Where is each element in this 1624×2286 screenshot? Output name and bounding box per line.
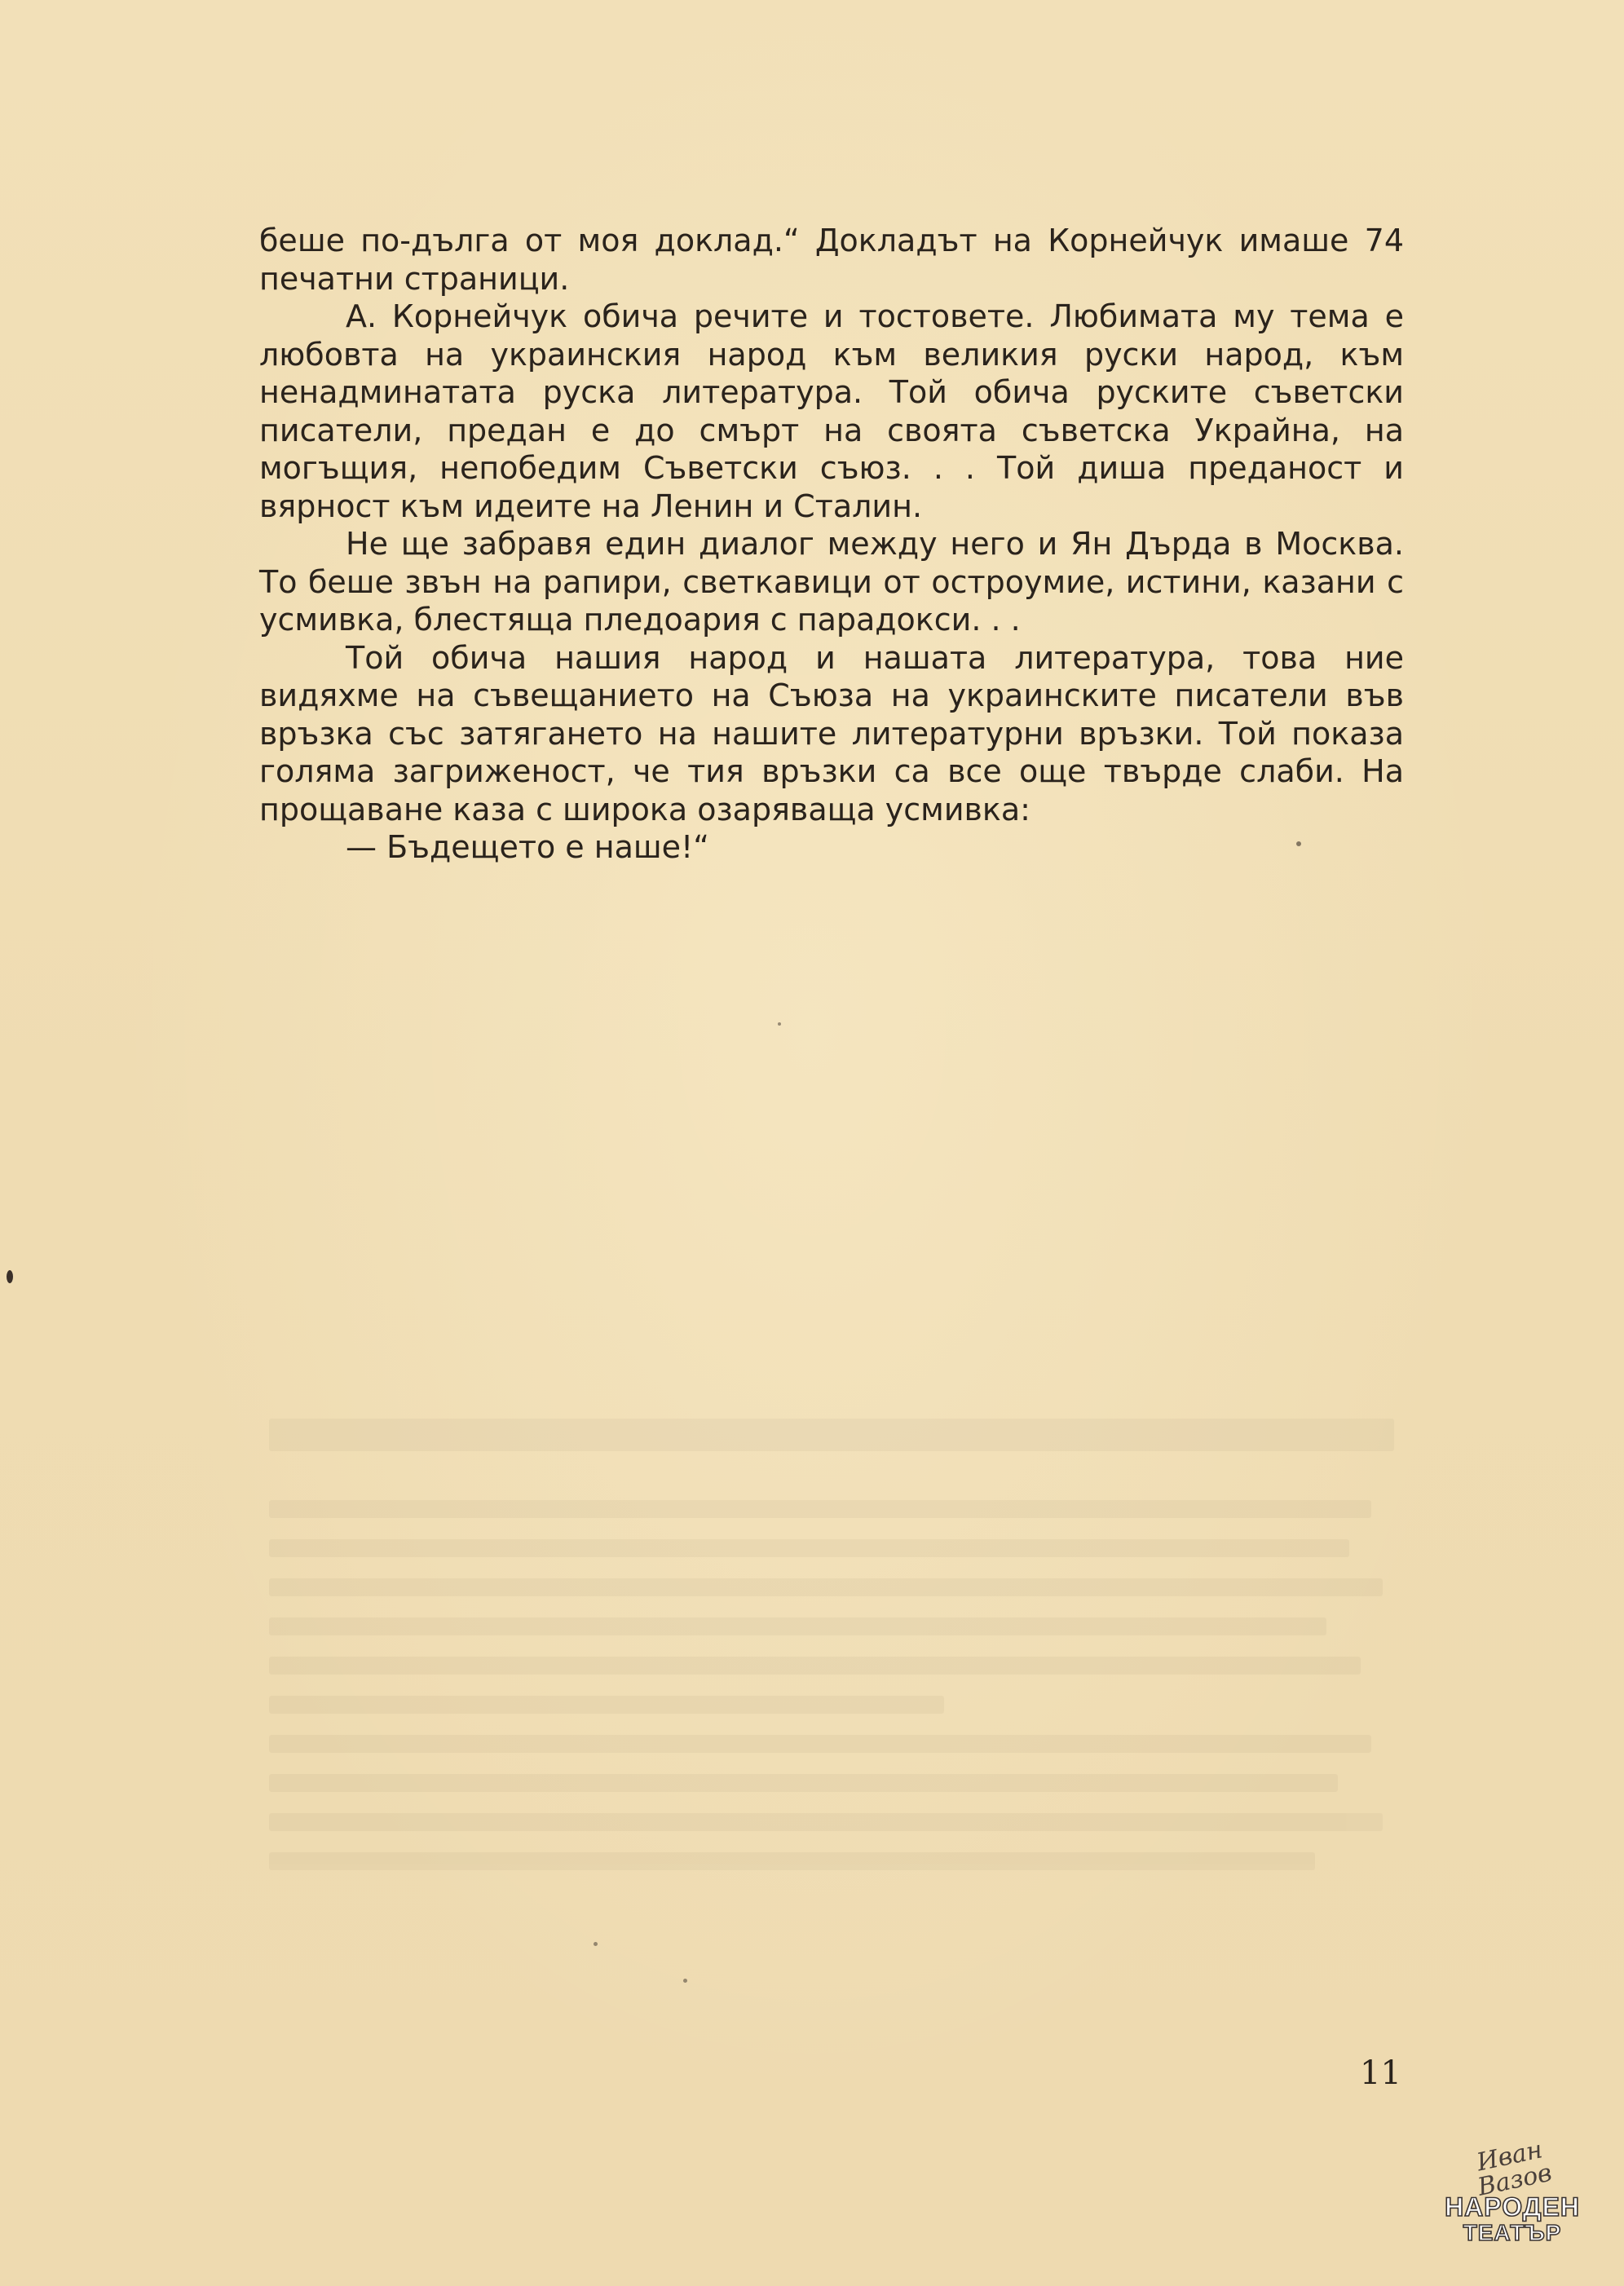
- bleed-through-texture: [269, 1419, 1394, 2038]
- scan-speck: [7, 1270, 13, 1283]
- scan-speck: [778, 1022, 781, 1026]
- scan-speck: [1296, 841, 1301, 846]
- article-text: [259, 222, 1404, 867]
- paragraph: Не ще забравя един диалог между него и Ян Дърда в Москва. То беше звън на рапири, светкавици от остроумие, истини, казани с усмивка, блестяща пледоария с парадокси. . .: [259, 526, 1404, 638]
- stamp-line-2: ТЕАТЪР: [1463, 2220, 1562, 2245]
- paragraph: Той обича нашия народ и нашата литература, това ние видяхме на съвещанието на Съюза на украинските писатели във връзка със затягането на нашите литературни връзки. Той показа голяма загриженост, че тия връзки са все още твърде слаби. На прощаване каза с широка озаряваща усмивка:: [259, 639, 1404, 827]
- stamp-line-1: НАРОДЕН: [1445, 2192, 1580, 2222]
- scan-speck: [594, 1942, 598, 1946]
- scan-speck: [683, 1979, 687, 1983]
- paragraph-continuation: беше по-дълга от моя доклад.“ Докладът на Корнейчук имаше 74 печатни страници.: [259, 223, 1404, 297]
- national-theatre-stamp: [1443, 2135, 1582, 2250]
- closing-quote: — Бъдещето е наше!“: [346, 829, 709, 865]
- paragraph: А. Корнейчук обича речите и тостовете. Любимата му тема е любовта на украинския народ към великия руски народ, към ненадминатата руска литература. Той обича руските съветски писатели, предан е до смърт на своята съветска Украйна, на могъщия, непобедим Съветски съюз. . . Той диша преданост и вярност към идеите на Ленин и Сталин.: [259, 298, 1404, 524]
- page-number: 11: [1360, 2054, 1401, 2092]
- stamp-signature: Иван Вазов: [1474, 2135, 1555, 2202]
